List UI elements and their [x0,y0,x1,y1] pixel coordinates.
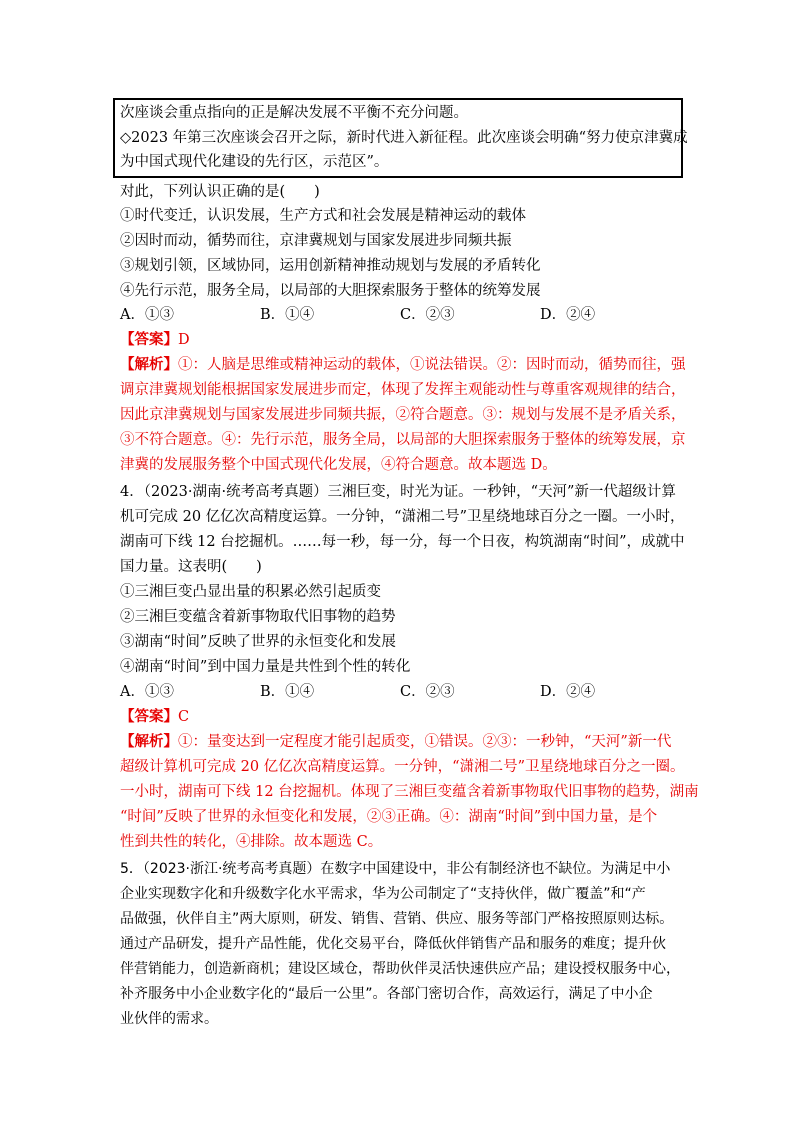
box-line: 次座谈会重点指向的正是解决发展不平衡不充分问题。 [120,105,468,121]
q4-analysis-line: 一小时，湖南可下线 12 台挖掘机。体现了三湘巨变蕴含着新事物取代旧事物的趋势，湖南 [120,784,699,800]
box-line: 为中国式现代化建设的先行区，示范区”。 [120,154,389,170]
question-3-stem: 对此，下列认识正确的是( ) [120,184,320,200]
q3-analysis-line: 调京津冀规划能根据国家发展进步而定，体现了发挥主观能动性与尊重客观规律的结合， [120,382,686,398]
answer-value: C [178,709,190,725]
q3-statement-4: ④先行示范，服务全局，以局部的大胆探索服务于整体的统筹发展 [120,283,541,299]
q3-option-d: D．②④ [540,307,596,323]
q4-option-c: C．②③ [400,684,455,700]
question-5-line: 业伙伴的需求。 [120,1011,218,1027]
q3-analysis-line: 津冀的发展服务整个中国式现代化发展，④符合题意。故本题选 D。 [120,457,557,473]
answer-value: D [178,332,190,348]
question-5-line: 伴营销能力，创造新商机；建设区域仓，帮助伙伴灵活快速供应产品；建设授权服务中心， [120,961,680,977]
q4-option-b: B．①④ [260,684,315,700]
analysis-label: 【解析】 [120,733,178,750]
q4-answer [120,706,189,728]
question-5-line: 补齐服务中小企业数字化的“最后一公里”。各部门密切合作，高效运行，满足了中小企 [120,986,653,1002]
q4-analysis-line: 【解析】①：量变达到一定程度才能引起质变，①错误。②③：一秒钟，“天河”新一代 [120,733,672,750]
q4-analysis-line: 性到共性的转化，④排除。故本题选 C。 [120,834,383,850]
question-5-line: 品做强，伙伴自主”两大原则，研发、销售、营销、供应、服务等部门严格按照原则达标。 [120,911,674,927]
question-4-stem: 湖南可下线 12 台挖掘机。……每一秒，每一分，每一个日夜，构筑湖南“时间”，成就中 [120,534,685,550]
q4-statement-1: ①三湘巨变凸显出量的积累必然引起质变 [120,584,381,600]
q3-option-c: C．②③ [400,307,455,323]
q4-option-a: A．①③ [120,684,174,700]
question-4-stem: 机可完成 20 亿亿次高精度运算。一分钟，“潇湘二号”卫星绕地球百分之一圈。一小时， [120,509,685,525]
question-4-stem: 4．（2023·湖南·统考高考真题）三湘巨变，时光为证。一秒钟，“天河”新一代超级计算 [120,484,676,500]
q3-analysis-line: 【解析】①：人脑是思维或精神运动的载体，①说法错误。②：因时而动，循势而往，强 [120,356,686,373]
q3-option-b: B．①④ [260,307,315,323]
q3-answer [120,329,190,351]
q3-option-a: A．①③ [120,307,174,323]
q4-analysis-line: 超级计算机可完成 20 亿亿次高精度运算。一分钟，“潇湘二号”卫星绕地球百分之一圈。 [120,759,685,775]
q4-analysis-line: “时间”反映了世界的永恒变化和发展，②③正确。④：湖南“时间”到中国力量，是个 [120,809,658,825]
q4-statement-4: ④湖南“时间”到中国力量是共性到个性的转化 [120,659,411,675]
answer-label: 【答案】 [120,708,178,725]
analysis-label: 【解析】 [120,356,178,373]
q3-statement-2: ②因时而动，循势而往，京津冀规划与国家发展进步同频共振 [120,233,512,249]
q4-option-d: D．②④ [540,684,596,700]
answer-label: 【答案】 [120,331,178,348]
question-5-line: 通过产品研发，提升产品性能，优化交易平台，降低伙伴销售产品和服务的难度；提升伙 [120,936,666,952]
q4-statement-3: ③湖南“时间”反映了世界的永恒变化和发展 [120,634,396,650]
q3-statement-1: ①时代变迁，认识发展，生产方式和社会发展是精神运动的载体 [120,208,526,224]
q4-statement-2: ②三湘巨变蕴含着新事物取代旧事物的趋势 [120,609,396,625]
q3-analysis-line: ③不符合题意。④：先行示范，服务全局，以局部的大胆探索服务于整体的统筹发展，京 [120,432,686,448]
q3-analysis-line: 因此京津冀规划与国家发展进步同频共振，②符合题意。③：规划与发展不是矛盾关系， [120,407,686,423]
question-5-line: 5．（2023·浙江·统考高考真题）在数字中国建设中，非公有制经济也不缺位。为满足中小 [120,861,671,877]
q3-statement-3: ③规划引领，区域协同，运用创新精神推动规划与发展的矛盾转化 [120,258,541,274]
box-line: ◇2023 年第三次座谈会召开之际，新时代进入新征程。此次座谈会明确“努力使京津冀成 [120,130,688,146]
question-5-line: 企业实现数字化和升级数字化水平需求，华为公司制定了“支持伙伴，做广覆盖”和“产 [120,886,646,902]
question-4-stem: 国力量。这表明( ) [120,559,262,575]
